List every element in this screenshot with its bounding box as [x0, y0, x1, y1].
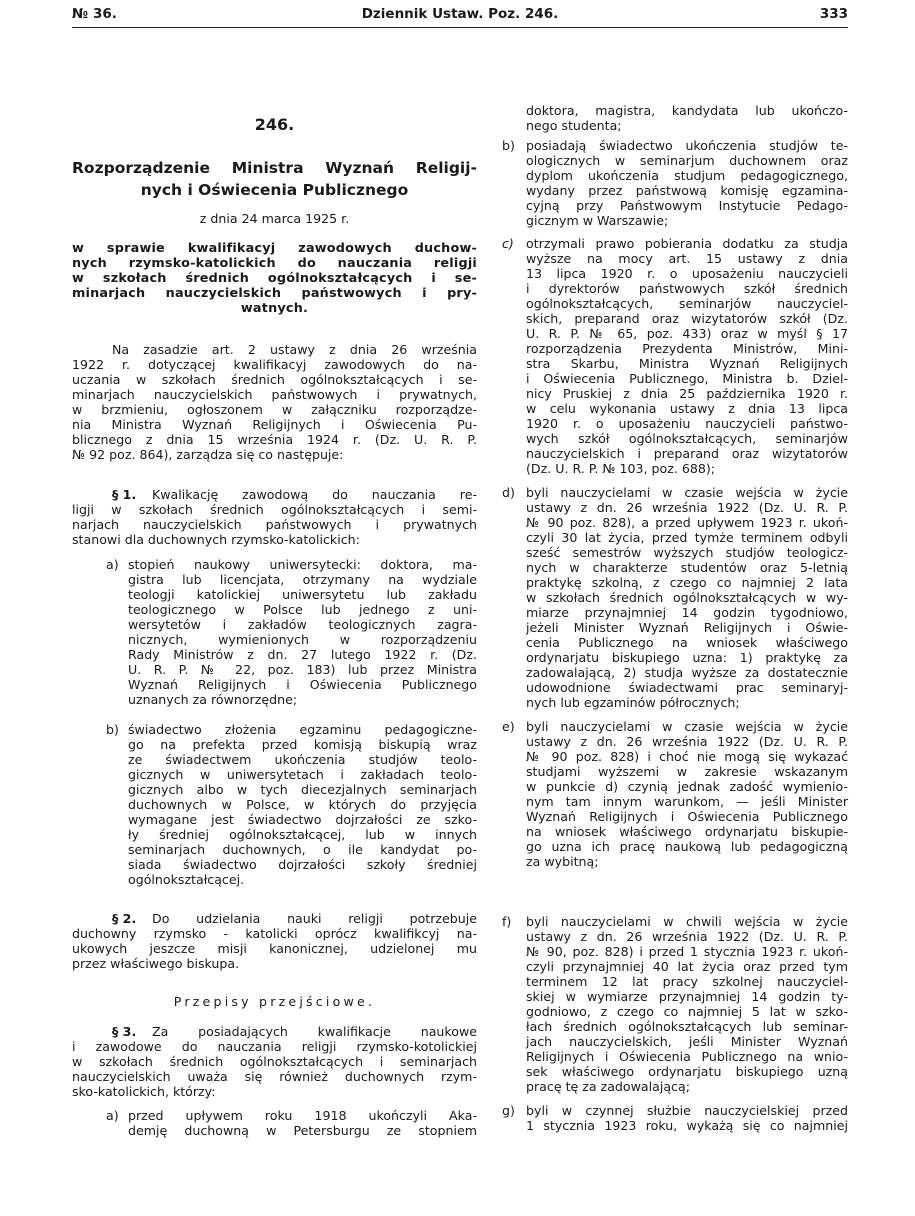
preamble-line: nia Ministra Wyznań Religijnych i Oświecenia Pu- [72, 417, 477, 432]
item-line: 13 lipca 1920 r. o uposażeniu nauczycieli [526, 266, 848, 281]
item-line: seminarjach duchownych, o ile kandydat po- [128, 842, 477, 857]
item-line: gicznych w uniwersytetach i zakładach teolo- [128, 767, 477, 782]
item-line: ze świadectwem ukończenia studjów teolo- [128, 752, 477, 767]
item-line: studjami wyższemi w zakresie wskazanym [526, 764, 848, 779]
preamble-line: w brzmieniu, ogłoszonem w załączniku rozporządze- [72, 402, 477, 417]
page-header [72, 6, 848, 24]
item-line: № 90, poz. 828) i przed 1 stycznia 1923 r. ukoń- [526, 944, 848, 959]
section-mark: § 3. [112, 1024, 137, 1039]
item-line: nym tam innym warunkom, — jeśli Minister [526, 794, 848, 809]
item-line: rozporządzenia Prezydenta Ministrów, Mini- [526, 341, 848, 356]
item-line: sek właściwego ordynarjatu biskupiego uzną [526, 1064, 848, 1079]
item-line: praktykę szkolną, z czego co najmniej 2 lata [526, 575, 848, 590]
item-line: U. R. P. № 65, poz. 433) oraz w myśl § 17 [526, 326, 848, 341]
section-line: duchowny rzymsko - katolicki oprócz kwalifikcyj na- [72, 926, 477, 941]
item-line: ologicznych w seminarjum duchownem oraz [526, 153, 848, 168]
item-line: wymagane jest świadectwo dojrzałości ze szko- [128, 812, 477, 827]
item-line: gistra lub licencjata, otrzymany na wydziale [128, 572, 477, 587]
section-line: ukowych jeszcze misji kanonicznej, udzielonej mu [72, 941, 477, 956]
item-label: b) [106, 722, 119, 737]
item-line: skich, preparand oraz wizytatorów szkół (Dz. [526, 311, 848, 326]
item-line: nicy Pruskiej z dnia 25 października 1920 r. [526, 386, 848, 401]
item-label: g) [502, 1103, 515, 1118]
item-line: wersytetów i zakładów teologicznych zagra- [128, 617, 477, 632]
item-line: na wniosek właściwego ordynarjatu biskupie- [526, 824, 848, 839]
journal-title: Dziennik Ustaw. Poz. 246. [361, 6, 559, 22]
item-line: godniowo, z czego co najmniej 5 lat w szko- [526, 1004, 848, 1019]
preamble-line: Na zasadzie art. 2 ustawy z dnia 26 września [112, 342, 477, 357]
item-label: e) [502, 719, 515, 734]
item-line: i Oświecenia Publicznego, Ministra b. Dziel- [526, 371, 848, 386]
section-line: w szkołach średnich ogólnokształcących i seminarjach [72, 1054, 477, 1069]
item-line: zadowalającą, 2) studja wyższe za dostatecznie [526, 665, 848, 680]
item-line: byli nauczycielami w czasie wejścia w życie [526, 485, 848, 500]
item-line: cenia Publicznego na wniosek właściwego [526, 635, 848, 650]
act-subject-line: w sprawie kwalifikacyj zawodowych duchow- [72, 241, 477, 256]
section-mark: § 2. [112, 911, 137, 926]
item-line: Wyznań Religijnych i Oświecenia Publicznego [128, 677, 477, 692]
item-line: jeżeli Minister Wyznań Religijnych i Oświe- [526, 620, 848, 635]
section-line: Kwalikację zawodową do nauczania re- [152, 487, 477, 502]
item-line: czyli 30 lat życia, przed tymże terminem odbyli [526, 530, 848, 545]
item-line: ustawy z dn. 26 września 1922 (Dz. U. R. P. [526, 734, 848, 749]
item-line: go uzna ich pracę naukową lub pedagogiczną [526, 839, 848, 854]
item-line: świadectwo złożenia egzaminu pedagogiczne- [128, 722, 477, 737]
item-line: ustawy z dn. 26 września 1922 (Dz. U. R. P. [526, 500, 848, 515]
item-line: U. R. P. № 22, poz. 183) lub przez Ministra [128, 662, 477, 677]
item-line: skiej w wymiarze przynajmniej 14 godzin ty- [526, 989, 848, 1004]
item-line: i dyrektorów państwowych szkół średnich [526, 281, 848, 296]
item-line: w punkcie d) czynią jednak zadość wymienio- [526, 779, 848, 794]
item-line: w szkołach średnich ogólnokształcących w wy- [526, 590, 848, 605]
act-subject-line: watnych. [240, 301, 309, 316]
item-line: nauczycielskich i preparand oraz wizytatorów [526, 446, 848, 461]
item-line: demję duchowną w Petersburgu ze stopniem [128, 1123, 477, 1138]
act-date: z dnia 24 marca 1925 r. [199, 211, 350, 226]
item-line: teologicznego w Polsce lub jednego z uni- [128, 602, 477, 617]
item-line: gicznym w Warszawie; [526, 213, 669, 228]
item-line: wyższe na mocy art. 15 ustawy z dnia [526, 251, 848, 266]
item-line: doktora, magistra, kandydata lub ukończo- [526, 103, 848, 118]
item-label: c) [502, 236, 514, 251]
item-line: nych w charakterze studentów oraz 5-letnią [526, 560, 848, 575]
item-line: byli w czynnej służbie nauczycielskiej przed [526, 1103, 848, 1118]
issue-number: № 36. [72, 6, 117, 22]
item-line: gicznych albo w tych diecezjalnych seminarjach [128, 782, 477, 797]
preamble-line: blicznego z dnia 15 września 1924 r. (Dz. U. R. P. [72, 432, 477, 447]
item-line: 1 stycznia 1923 roku, wykażą się co najmniej [526, 1118, 848, 1133]
transitional-heading: Przepisy przejściowe. [173, 994, 376, 1009]
section-line: sko-katolickich, którzy: [72, 1084, 216, 1099]
item-line: otrzymali prawo pobierania dodatku za studja [526, 236, 848, 251]
item-label: a) [106, 557, 119, 572]
section-line: nauczycielskich uważa się również duchownych rzym- [72, 1069, 477, 1084]
page-number: 333 [819, 6, 848, 22]
item-line: № 90 poz. 828), a przed upływem 1923 r. ukoń- [526, 515, 848, 530]
header-rule [72, 27, 848, 28]
item-line: czyli przynajmniej 40 lat życia oraz przed tym [526, 959, 848, 974]
preamble-line: uczania w szkołach średnich ogólnokształcących i se- [72, 372, 477, 387]
item-line: duchownych w Polsce, w których do przyjęcia [128, 797, 477, 812]
item-line: posiadają świadectwo ukończenia studjów te- [526, 138, 848, 153]
item-line: 1920 r. o uposażeniu nauczycieli państwo- [526, 416, 848, 431]
section-line: stanowi dla duchownych rzymsko-katolickich: [72, 532, 360, 547]
item-label: b) [502, 138, 515, 153]
item-line: terminem 12 lat pracy szkolnej nauczyciel- [526, 974, 848, 989]
preamble-line: № 92 poz. 864), zarządza się co następuje: [72, 447, 344, 462]
item-line: Religijnych i Oświecenia Publicznego na wnio- [526, 1049, 848, 1064]
act-title-line: nych i Oświecenia Publicznego [140, 181, 409, 199]
item-line: № 90 poz. 828) i choć nie mogą się wykazać [526, 749, 848, 764]
act-subject-line: nych rzymsko-katolickich do nauczania religji [72, 256, 477, 271]
item-line: wydany przez państwową komisję egzamina- [526, 183, 848, 198]
item-line: nicznych, wymienionych w rozporządzeniu [128, 632, 477, 647]
section-line: narjach nauczycielskich państwowych i prywatnych [72, 517, 477, 532]
item-line: sześć semestrów wyższych studjów teologicz- [526, 545, 848, 560]
item-line: za wybitną; [526, 854, 599, 869]
item-line: pracę tę za zadowalającą; [526, 1079, 690, 1094]
section-mark: § 1. [112, 487, 137, 502]
preamble-line: minarjach nauczycielskich państwowych i prywatnych, [72, 387, 477, 402]
item-line: Wyznań Religijnych i Oświecenia Publicznego [526, 809, 848, 824]
item-line: w celu wykonania ustawy z dnia 13 lipca [526, 401, 848, 416]
item-line: Rady Ministrów z dn. 27 lutego 1922 r. (Dz. [128, 647, 477, 662]
item-line: nych lub egzaminów półrocznych; [526, 695, 740, 710]
section-line: Do udzielania nauki religji potrzebuje [152, 911, 477, 926]
item-line: przed upływem roku 1918 ukończyli Aka- [128, 1108, 477, 1123]
item-line: ordynarjatu biskupiego uzna: 1) praktykę za [526, 650, 848, 665]
act-subject-line: minarjach nauczycielskich państwowych i pry- [72, 286, 477, 301]
item-line: uznanych za równorzędne; [128, 692, 298, 707]
preamble-line: 1922 r. dotyczącej kwalifikacyj zawodowych do na- [72, 357, 477, 372]
item-line: stopień naukowy uniwersytecki: doktora, ma- [128, 557, 477, 572]
item-line: nego studenta; [526, 118, 622, 133]
item-line: miarze przynajmniej 14 godzin tygodniowo, [526, 605, 848, 620]
section-line: Za posiadających kwalifikacje naukowe [152, 1024, 477, 1039]
section-line: przez właściwego biskupa. [72, 956, 240, 971]
item-line: udowodnione świadectwami prac seminaryj- [526, 680, 848, 695]
item-label: d) [502, 485, 515, 500]
item-line: siada świadectwo dojrzałości szkoły średniej [128, 857, 477, 872]
act-subject-line: w szkołach średnich ogólnokształcących i se- [72, 271, 477, 286]
item-label: f) [502, 914, 512, 929]
act-title-line: Rozporządzenie Ministra Wyznań Religij- [72, 159, 477, 177]
item-line: byli nauczycielami w czasie wejścia w życie [526, 719, 848, 734]
section-line: i zawodowe do nauczania religji rzymsko-kotolickiej [72, 1039, 477, 1054]
item-line: teologji katolickiej uniwersytetu lub zakładu [128, 587, 477, 602]
item-label: a) [106, 1108, 119, 1123]
item-line: ogólnokształcących, seminarjów nauczyciel- [526, 296, 848, 311]
act-number: 246. [254, 115, 295, 134]
item-line: ły średniej ogólnokształcącej, lub w innych [128, 827, 477, 842]
item-line: dyplom ukończenia studjum pedagogicznego, [526, 168, 848, 183]
item-line: cyjną przy Państwowym Instytucie Pedago- [526, 198, 848, 213]
item-line: jach nauczycielskich, jeśli Minister Wyznań [526, 1034, 848, 1049]
section-line: ligji w szkołach średnich ogólnokształcących i semi- [72, 502, 477, 517]
item-line: byli nauczycielami w chwili wejścia w życie [526, 914, 848, 929]
item-line: ustawy z dn. 26 września 1922 (Dz. U. R. P. [526, 929, 848, 944]
item-line: go na prefekta przed komisją biskupią wraz [128, 737, 477, 752]
item-line: wych szkół ogólnokształcących, seminarjów [526, 431, 848, 446]
item-line: stra Skarbu, Ministra Wyznań Religijnych [526, 356, 848, 371]
item-line: ogólnokształcącej. [128, 872, 245, 887]
item-line: łach średnich ogólnokształcących lub seminar- [526, 1019, 848, 1034]
item-line: (Dz. U. R. P. № 103, poz. 688); [526, 461, 716, 476]
